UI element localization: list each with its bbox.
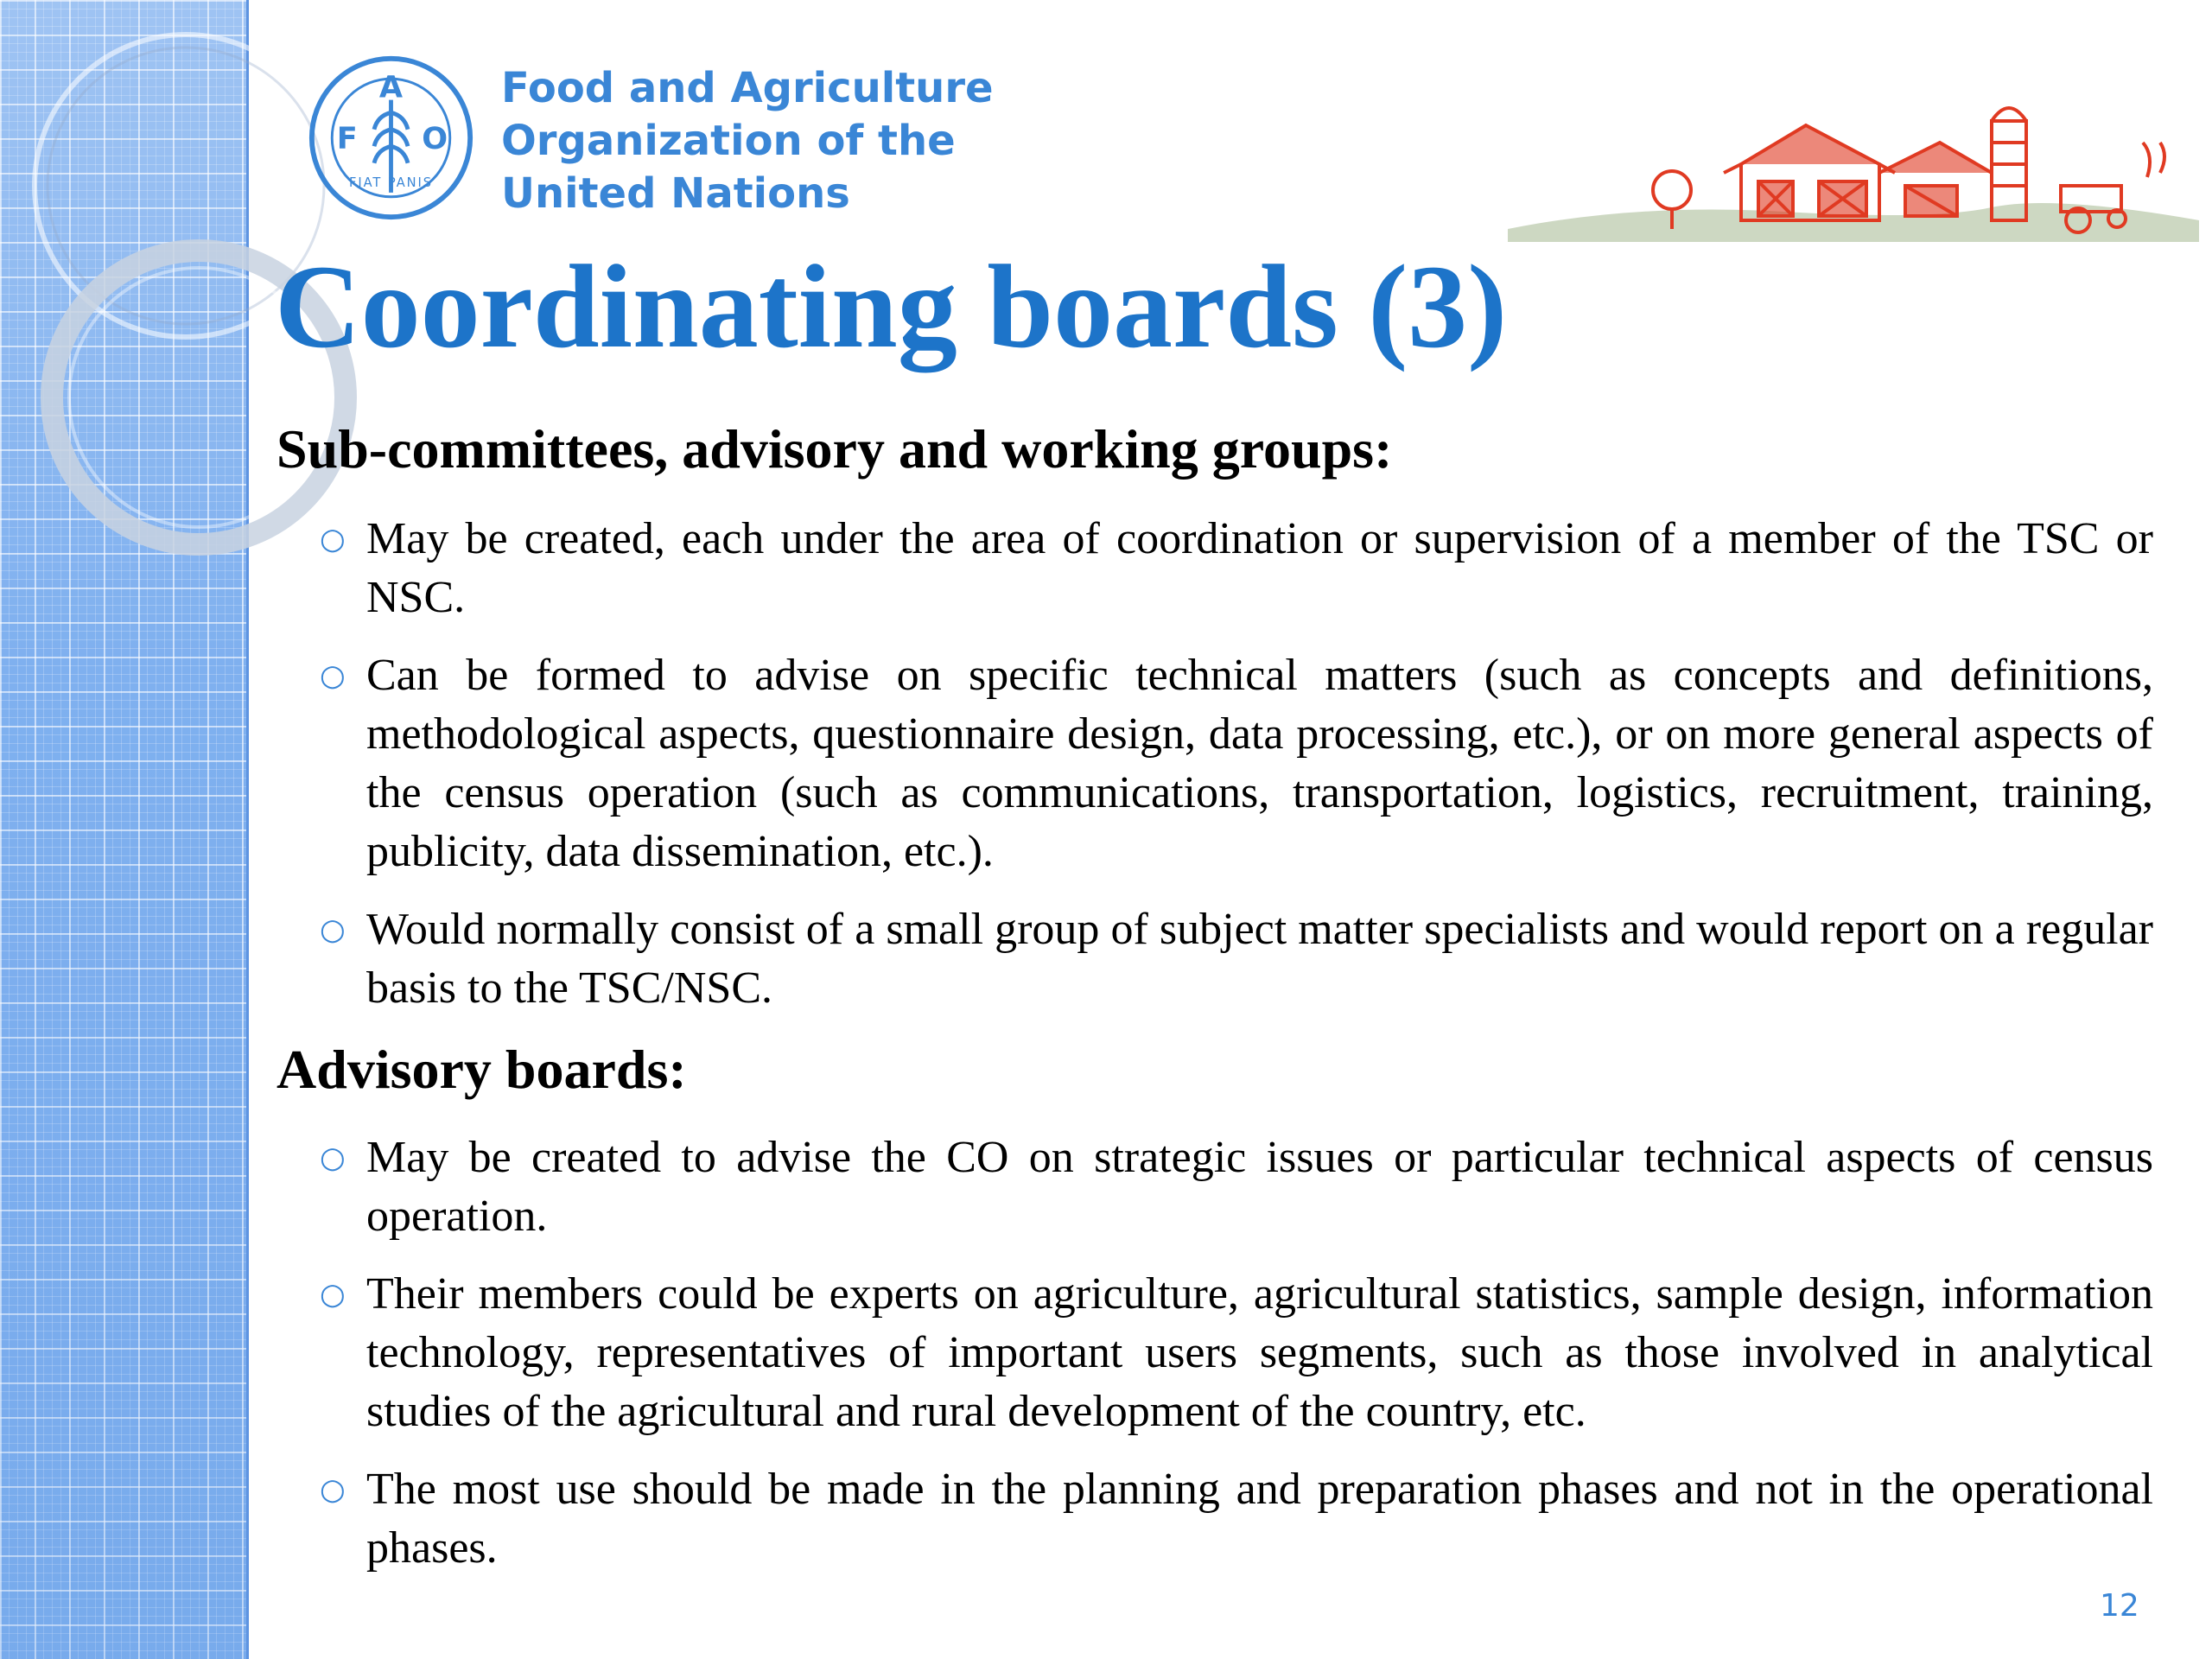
org-name-line-3: United Nations	[501, 169, 850, 218]
list-item	[276, 900, 2153, 1018]
hollow-circle-bullet-icon: ○	[320, 1472, 346, 1507]
hollow-circle-bullet-icon: ○	[320, 1277, 346, 1312]
logo-letter-a: A	[378, 69, 404, 105]
organization-name	[501, 62, 994, 220]
logo-letter-f: F	[336, 121, 358, 157]
org-name-line-2: Organization of the	[501, 117, 956, 165]
farm-illustration	[1508, 91, 2199, 242]
bullet-text: May be created, each under the area of coordination or supervision of a member of the TSC or NSC.	[366, 514, 2153, 622]
section-heading-advisory-boards: Advisory boards:	[276, 1039, 687, 1100]
subcommittees-bullet-list	[276, 510, 2153, 1037]
list-item	[276, 1265, 2153, 1441]
hollow-circle-bullet-icon: ○	[320, 912, 346, 947]
bullet-text: Would normally consist of a small group of subject matter specialists and would report on a regular basis to the TSC/NSC.	[366, 905, 2153, 1013]
list-item	[276, 1128, 2153, 1246]
logo-motto: FIAT PANIS	[348, 175, 434, 191]
bullet-text: May be created to advise the CO on strategic issues or particular technical aspects of census operation.	[366, 1133, 2153, 1241]
page-number: 12	[2100, 1588, 2139, 1624]
advisory-boards-bullet-list	[276, 1128, 2153, 1597]
hollow-circle-bullet-icon: ○	[320, 1141, 346, 1175]
bullet-text: Can be formed to advise on specific technical matters (such as concepts and definitions, methodological aspects, questionnaire design, data processing, etc.), or on more general aspects of the census operation (such as communications, transportation, logistics, recruitment, training, publicity, data dissemination, etc.).	[366, 651, 2153, 876]
fao-logo	[307, 54, 475, 222]
list-item	[276, 510, 2153, 627]
org-name-line-1: Food and Agriculture	[501, 64, 994, 112]
list-item	[276, 1460, 2153, 1578]
hollow-circle-bullet-icon: ○	[320, 658, 346, 693]
slide-title: Coordinating boards (3)	[275, 240, 1508, 372]
bullet-text: The most use should be made in the planning and preparation phases and not in the operational phases.	[366, 1465, 2153, 1573]
logo-letter-o: O	[422, 121, 448, 157]
hollow-circle-bullet-icon: ○	[320, 522, 346, 556]
section-heading-subcommittees: Sub-committees, advisory and working groups:	[276, 418, 1393, 480]
list-item	[276, 646, 2153, 881]
bullet-text: Their members could be experts on agriculture, agricultural statistics, sample design, information technology, representatives of important users segments, such as those involved in analytical studies of the agricultural and rural development of the country, etc.	[366, 1269, 2153, 1436]
